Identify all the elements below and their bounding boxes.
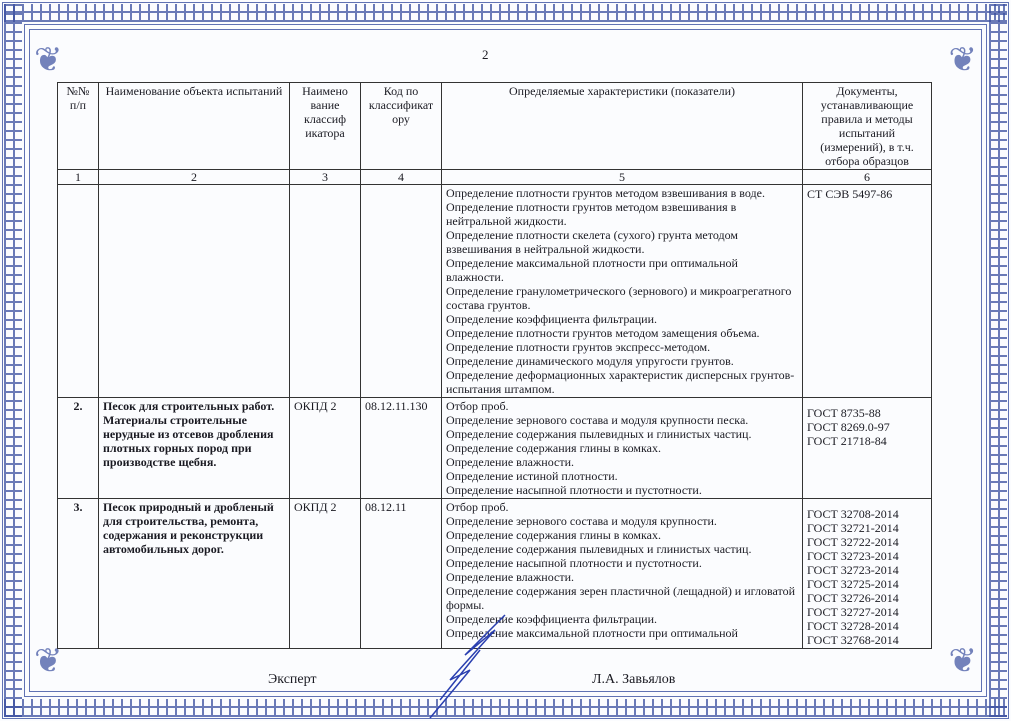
column-number: 1 bbox=[58, 170, 99, 185]
characteristic-item: Определение коэффициента фильтрации. bbox=[446, 612, 658, 626]
header-cell: Наименование объекта испытаний bbox=[99, 83, 290, 170]
corner-ornament-icon: ❦ bbox=[948, 42, 977, 79]
characteristic-item: Определение максимальной плотности при оптимальной bbox=[446, 626, 738, 640]
classifier-code: 08.12.11 bbox=[361, 499, 442, 649]
row-number bbox=[58, 185, 99, 398]
characteristic-item: Определение содержания глины в комках. bbox=[446, 528, 661, 542]
standard-document: ГОСТ 32722-2014 bbox=[807, 535, 899, 549]
classifier-name bbox=[290, 185, 361, 398]
header-cell: №№ п/п bbox=[58, 83, 99, 170]
footer-name: Л.А. Завьялов bbox=[592, 672, 676, 687]
column-number: 2 bbox=[99, 170, 290, 185]
characteristic-item: Определение содержания пылевидных и глинистых частиц. bbox=[446, 542, 752, 556]
characteristic-item: Определение влажности. bbox=[446, 455, 574, 469]
standard-document: ГОСТ 8735-88 bbox=[807, 406, 881, 420]
standard-document: ГОСТ 32708-2014 bbox=[807, 507, 899, 521]
standard-document: ГОСТ 32727-2014 bbox=[807, 605, 899, 619]
standard-document: ГОСТ 32723-2014 bbox=[807, 549, 899, 563]
standard-document: ГОСТ 32728-2014 bbox=[807, 619, 899, 633]
test-object bbox=[99, 185, 290, 398]
characteristic-item: Определение насыпной плотности и пустотности. bbox=[446, 483, 702, 497]
column-number: 3 bbox=[290, 170, 361, 185]
header-cell: Документы, устанавливающие правила и методы испытаний (измерений), в т.ч. отбора образцов bbox=[803, 83, 932, 170]
standard-document: СТ СЭВ 5497-86 bbox=[807, 187, 893, 201]
characteristics-list bbox=[442, 398, 803, 499]
corner-ornament-icon: ❦ bbox=[34, 643, 63, 680]
header-cell: Определяемые характеристики (показатели) bbox=[442, 83, 803, 170]
characteristic-item: Определение влажности. bbox=[446, 570, 574, 584]
footer-role: Эксперт bbox=[268, 672, 317, 687]
characteristic-item: Определение максимальной плотности при оптимальной влажности. bbox=[446, 256, 738, 284]
characteristic-item: Определение плотности грунтов методом взвешивания в воде. bbox=[446, 186, 765, 200]
standard-document: ГОСТ 32723-2014 bbox=[807, 563, 899, 577]
standard-document: ГОСТ 8269.0-97 bbox=[807, 420, 890, 434]
characteristic-item: Определение насыпной плотности и пустотности. bbox=[446, 556, 702, 570]
standard-document: ГОСТ 32768-2014 bbox=[807, 633, 899, 647]
column-number: 6 bbox=[803, 170, 932, 185]
characteristic-item: Определение содержания пылевидных и глинистых частиц. bbox=[446, 427, 752, 441]
characteristic-item: Определение истиной плотности. bbox=[446, 469, 618, 483]
row-number: 3. bbox=[58, 499, 99, 649]
characteristic-item: Определение деформационных характеристик дисперсных грунтов- испытания штампом. bbox=[446, 368, 795, 396]
standard-document: ГОСТ 21718-84 bbox=[807, 434, 887, 448]
characteristic-item: Определение динамического модуля упругости грунтов. bbox=[446, 354, 734, 368]
standard-document: ГОСТ 32721-2014 bbox=[807, 521, 899, 535]
documents-list bbox=[803, 398, 932, 499]
classifier-code: 08.12.11.130 bbox=[361, 398, 442, 499]
characteristic-item: Определение плотности грунтов методом замещения объема. bbox=[446, 326, 760, 340]
classifier-name: ОКПД 2 bbox=[290, 499, 361, 649]
characteristic-item: Определение плотности грунтов экспресс-методом. bbox=[446, 340, 711, 354]
characteristic-item: Определение плотности грунтов методом взвешивания в нейтральной жидкости. bbox=[446, 200, 737, 228]
test-object: Песок природный и дробленый для строительства, ремонта, содержания и реконструкции автомобильных дорог. bbox=[99, 499, 290, 649]
column-number: 5 bbox=[442, 170, 803, 185]
signature bbox=[410, 610, 530, 721]
characteristics-list bbox=[442, 185, 803, 398]
corner-ornament-icon: ❦ bbox=[948, 643, 977, 680]
header-cell: Код по классификат ору bbox=[361, 83, 442, 170]
column-number-row bbox=[58, 170, 932, 185]
column-number: 4 bbox=[361, 170, 442, 185]
characteristic-item: Определение зернового состава и модуля крупности. bbox=[446, 514, 717, 528]
header-cell: Наимено вание классиф икатора bbox=[290, 83, 361, 170]
characteristic-item: Определение зернового состава и модуля крупности песка. bbox=[446, 413, 749, 427]
characteristic-item: Определение содержания зерен пластичной (лещадной) и игловатой формы. bbox=[446, 584, 795, 612]
test-object: Песок для строительных работ. Материалы строительные нерудные из отсевов дробления плотных горных пород при производстве щебня. bbox=[99, 398, 290, 499]
classifier-code bbox=[361, 185, 442, 398]
page-number: 2 bbox=[482, 47, 489, 62]
documents-list bbox=[803, 499, 932, 649]
standard-document: ГОСТ 32725-2014 bbox=[807, 577, 899, 591]
row-number: 2. bbox=[58, 398, 99, 499]
standard-document: ГОСТ 32726-2014 bbox=[807, 591, 899, 605]
documents-list bbox=[803, 185, 932, 398]
accreditation-scope-table bbox=[57, 82, 932, 649]
characteristic-item: Определение содержания глины в комках. bbox=[446, 441, 661, 455]
classifier-name: ОКПД 2 bbox=[290, 398, 361, 499]
characteristic-item: Определение гранулометрического (зернового) и микроагрегатного состава грунтов. bbox=[446, 284, 792, 312]
characteristic-item: Отбор проб. bbox=[446, 399, 509, 413]
table-row bbox=[58, 398, 932, 499]
table-row bbox=[58, 185, 932, 398]
characteristic-item: Отбор проб. bbox=[446, 500, 509, 514]
table-header-row bbox=[58, 83, 932, 170]
characteristic-item: Определение плотности скелета (сухого) грунта методом взвешивания в нейтральной жидкости. bbox=[446, 228, 738, 256]
corner-ornament-icon: ❦ bbox=[34, 42, 63, 79]
characteristic-item: Определение коэффициента фильтрации. bbox=[446, 312, 658, 326]
